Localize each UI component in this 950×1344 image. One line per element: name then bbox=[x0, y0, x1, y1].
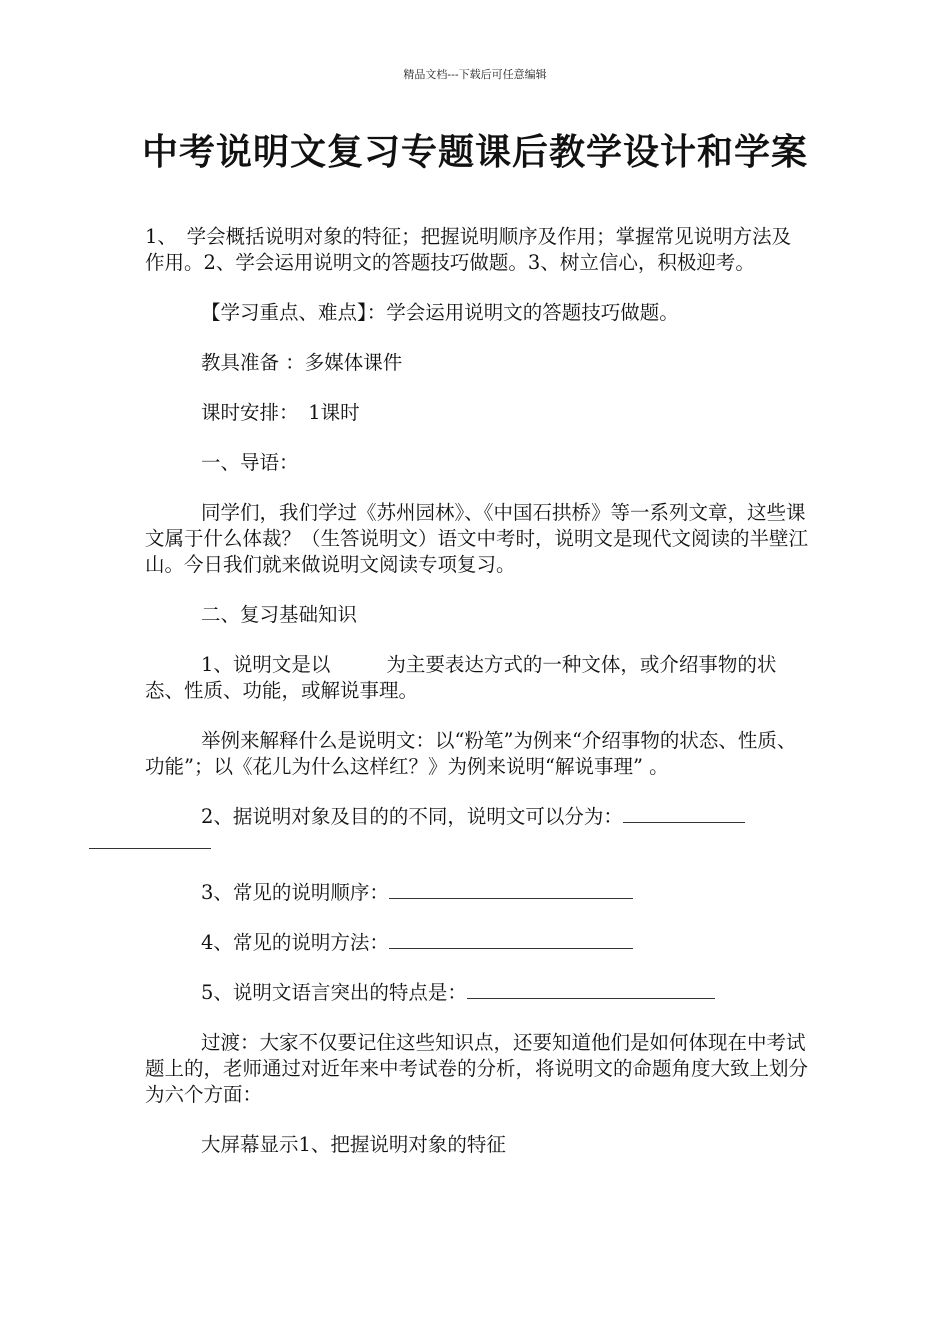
example-paragraph: 举例来解释什么是说明文：以“粉笔”为例来“介绍事物的状态、性质、功能”；以《花儿为什么这样红？》为例来说明“解说事理” 。 bbox=[145, 729, 797, 778]
question-4 bbox=[145, 930, 809, 956]
intro-text: 同学们，我们学过《苏州园林》、《中国石拱桥》等一系列文章，这些课文属于什么体裁？（生答说明文）语文中考时，说明文是现代文阅读的半壁江山。今日我们就来做说明文阅读专项复习。 bbox=[145, 501, 809, 576]
transition-paragraph: 过渡：大家不仅要记住这些知识点，还要知道他们是如何体现在中考试题上的，老师通过对近年来中考试卷的分析，将说明文的命题角度大致上划分为六个方面： bbox=[145, 1031, 809, 1106]
question-4-blank bbox=[389, 930, 633, 949]
question-3-blank bbox=[389, 880, 633, 899]
question-3 bbox=[145, 880, 809, 906]
question-2-text: 2、据说明对象及目的的不同，说明文可以分为： bbox=[201, 805, 623, 828]
review-heading: 二、复习基础知识 bbox=[201, 603, 358, 626]
question-1-after: 为主要表达方式的一种文体，或介绍事物的状态、性质、功能，或解说事理。 bbox=[145, 653, 777, 702]
question-5-blank bbox=[467, 980, 715, 999]
intro-heading: 一、导语： bbox=[201, 451, 299, 474]
document-body bbox=[145, 224, 809, 1182]
key-points: 【学习重点、难点】：学会运用说明文的答题技巧做题。 bbox=[201, 301, 679, 324]
question-5 bbox=[145, 980, 809, 1006]
question-1 bbox=[145, 652, 809, 704]
screen-display: 大屏幕显示1、把握说明对象的特征 bbox=[201, 1133, 506, 1156]
teaching-tools: 教具准备 ：多媒体课件 bbox=[201, 351, 403, 374]
class-schedule: 课时安排： 1课时 bbox=[201, 401, 360, 424]
question-4-text: 4、常见的说明方法： bbox=[201, 931, 389, 954]
learning-goals: 1、 学会概括说明对象的特征；把握说明顺序及作用；掌握常见说明方法及作用。2、学会运用说明文的答题技巧做题。3、树立信心，积极迎考。 bbox=[145, 225, 792, 274]
question-2 bbox=[145, 804, 809, 856]
question-1-before: 1、说明文是以 bbox=[201, 653, 331, 676]
question-5-text: 5、说明文语言突出的特点是： bbox=[201, 981, 467, 1004]
page-header: 精品文档---下载后可任意编辑 bbox=[403, 68, 547, 81]
question-2-blank-b bbox=[89, 830, 211, 849]
question-3-text: 3、常见的说明顺序： bbox=[201, 881, 389, 904]
question-2-blank-a bbox=[623, 804, 745, 823]
document-title: 中考说明文复习专题课后教学设计和学案 bbox=[141, 131, 808, 173]
